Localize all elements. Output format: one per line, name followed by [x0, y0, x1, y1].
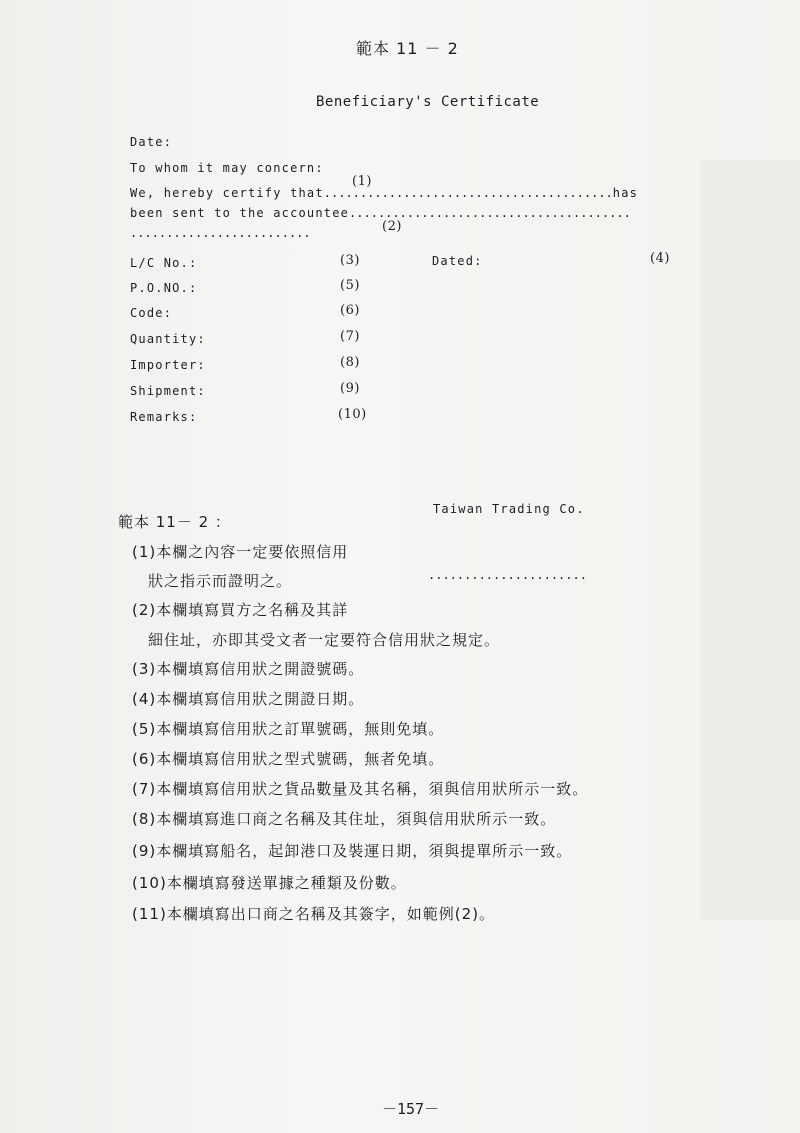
- note-item: (10)本欄填寫發送單據之種類及份數。: [132, 874, 407, 892]
- certify-line-3-dots: .........................: [130, 226, 311, 240]
- certify-line-1: [130, 186, 638, 200]
- note-item: 細住址，亦即其受文者一定要符合信用狀之規定。: [148, 631, 501, 649]
- certify-line-1-dots: ........................................: [323, 186, 613, 200]
- note-item: (11)本欄填寫出口商之名稱及其簽字，如範例(2)。: [132, 905, 496, 923]
- notes-heading: 範本 11－ 2 ：: [118, 513, 231, 531]
- certify-line-1-start: We, hereby certify that: [130, 186, 324, 200]
- note-item: (8)本欄填寫進口商之名稱及其住址，須與信用狀所示一致。: [132, 810, 557, 828]
- field-label-lc-no: L/C No.:: [130, 256, 198, 270]
- note-item: (5)本欄填寫信用狀之訂單號碼，無則免填。: [132, 720, 445, 738]
- field-marker-po-no: (5): [340, 278, 360, 293]
- note-item: (2)本欄填寫買方之名稱及其詳: [132, 601, 349, 619]
- dated-marker: (4): [650, 251, 670, 266]
- certify-line-2-start: been sent to the accountee: [130, 206, 350, 220]
- certify-line-1-end: has: [612, 186, 639, 200]
- field-label-importer: Importer:: [130, 358, 206, 372]
- company-name: Taiwan Trading Co.: [433, 502, 585, 516]
- marker-2: (2): [382, 219, 402, 234]
- field-marker-importer: (8): [340, 355, 360, 370]
- field-label-quantity: Quantity:: [130, 332, 206, 346]
- note-item: 狀之指示而證明之。: [148, 572, 293, 590]
- field-marker-code: (6): [340, 303, 360, 318]
- certify-line-2: [130, 206, 631, 220]
- date-label: Date:: [130, 135, 173, 149]
- marker-1: (1): [352, 174, 372, 189]
- note-item: (1)本欄之內容一定要依照信用: [132, 543, 349, 561]
- note-item: (7)本欄填寫信用狀之貨品數量及其名稱，須與信用狀所示一致。: [132, 780, 589, 798]
- field-marker-lc-no: (3): [340, 253, 360, 268]
- field-label-remarks: Remarks:: [130, 410, 198, 424]
- field-marker-shipment: (9): [340, 381, 360, 396]
- field-marker-quantity: (7): [340, 329, 360, 344]
- page-header: 範本 11 － 2: [356, 39, 459, 58]
- signature-dots: ......................: [428, 568, 587, 582]
- dated-label: Dated:: [432, 254, 483, 268]
- field-label-po-no: P.O.NO.:: [130, 281, 198, 295]
- greeting: To whom it may concern:: [130, 161, 324, 175]
- note-item: (9)本欄填寫船名，起卸港口及裝運日期，須與提單所示一致。: [132, 842, 573, 860]
- note-item: (6)本欄填寫信用狀之型式號碼，無者免填。: [132, 750, 445, 768]
- field-label-shipment: Shipment:: [130, 384, 206, 398]
- note-item: (4)本欄填寫信用狀之開證日期。: [132, 690, 365, 708]
- page-number: －157－: [382, 1100, 440, 1118]
- field-label-code: Code:: [130, 306, 173, 320]
- bleed-through-shadow: [700, 160, 800, 920]
- note-item: (3)本欄填寫信用狀之開證號碼。: [132, 660, 365, 678]
- certificate-title: Beneficiary's Certificate: [316, 94, 540, 110]
- field-marker-remarks: (10): [338, 407, 367, 422]
- certify-line-2-dots: .......................................: [349, 206, 631, 220]
